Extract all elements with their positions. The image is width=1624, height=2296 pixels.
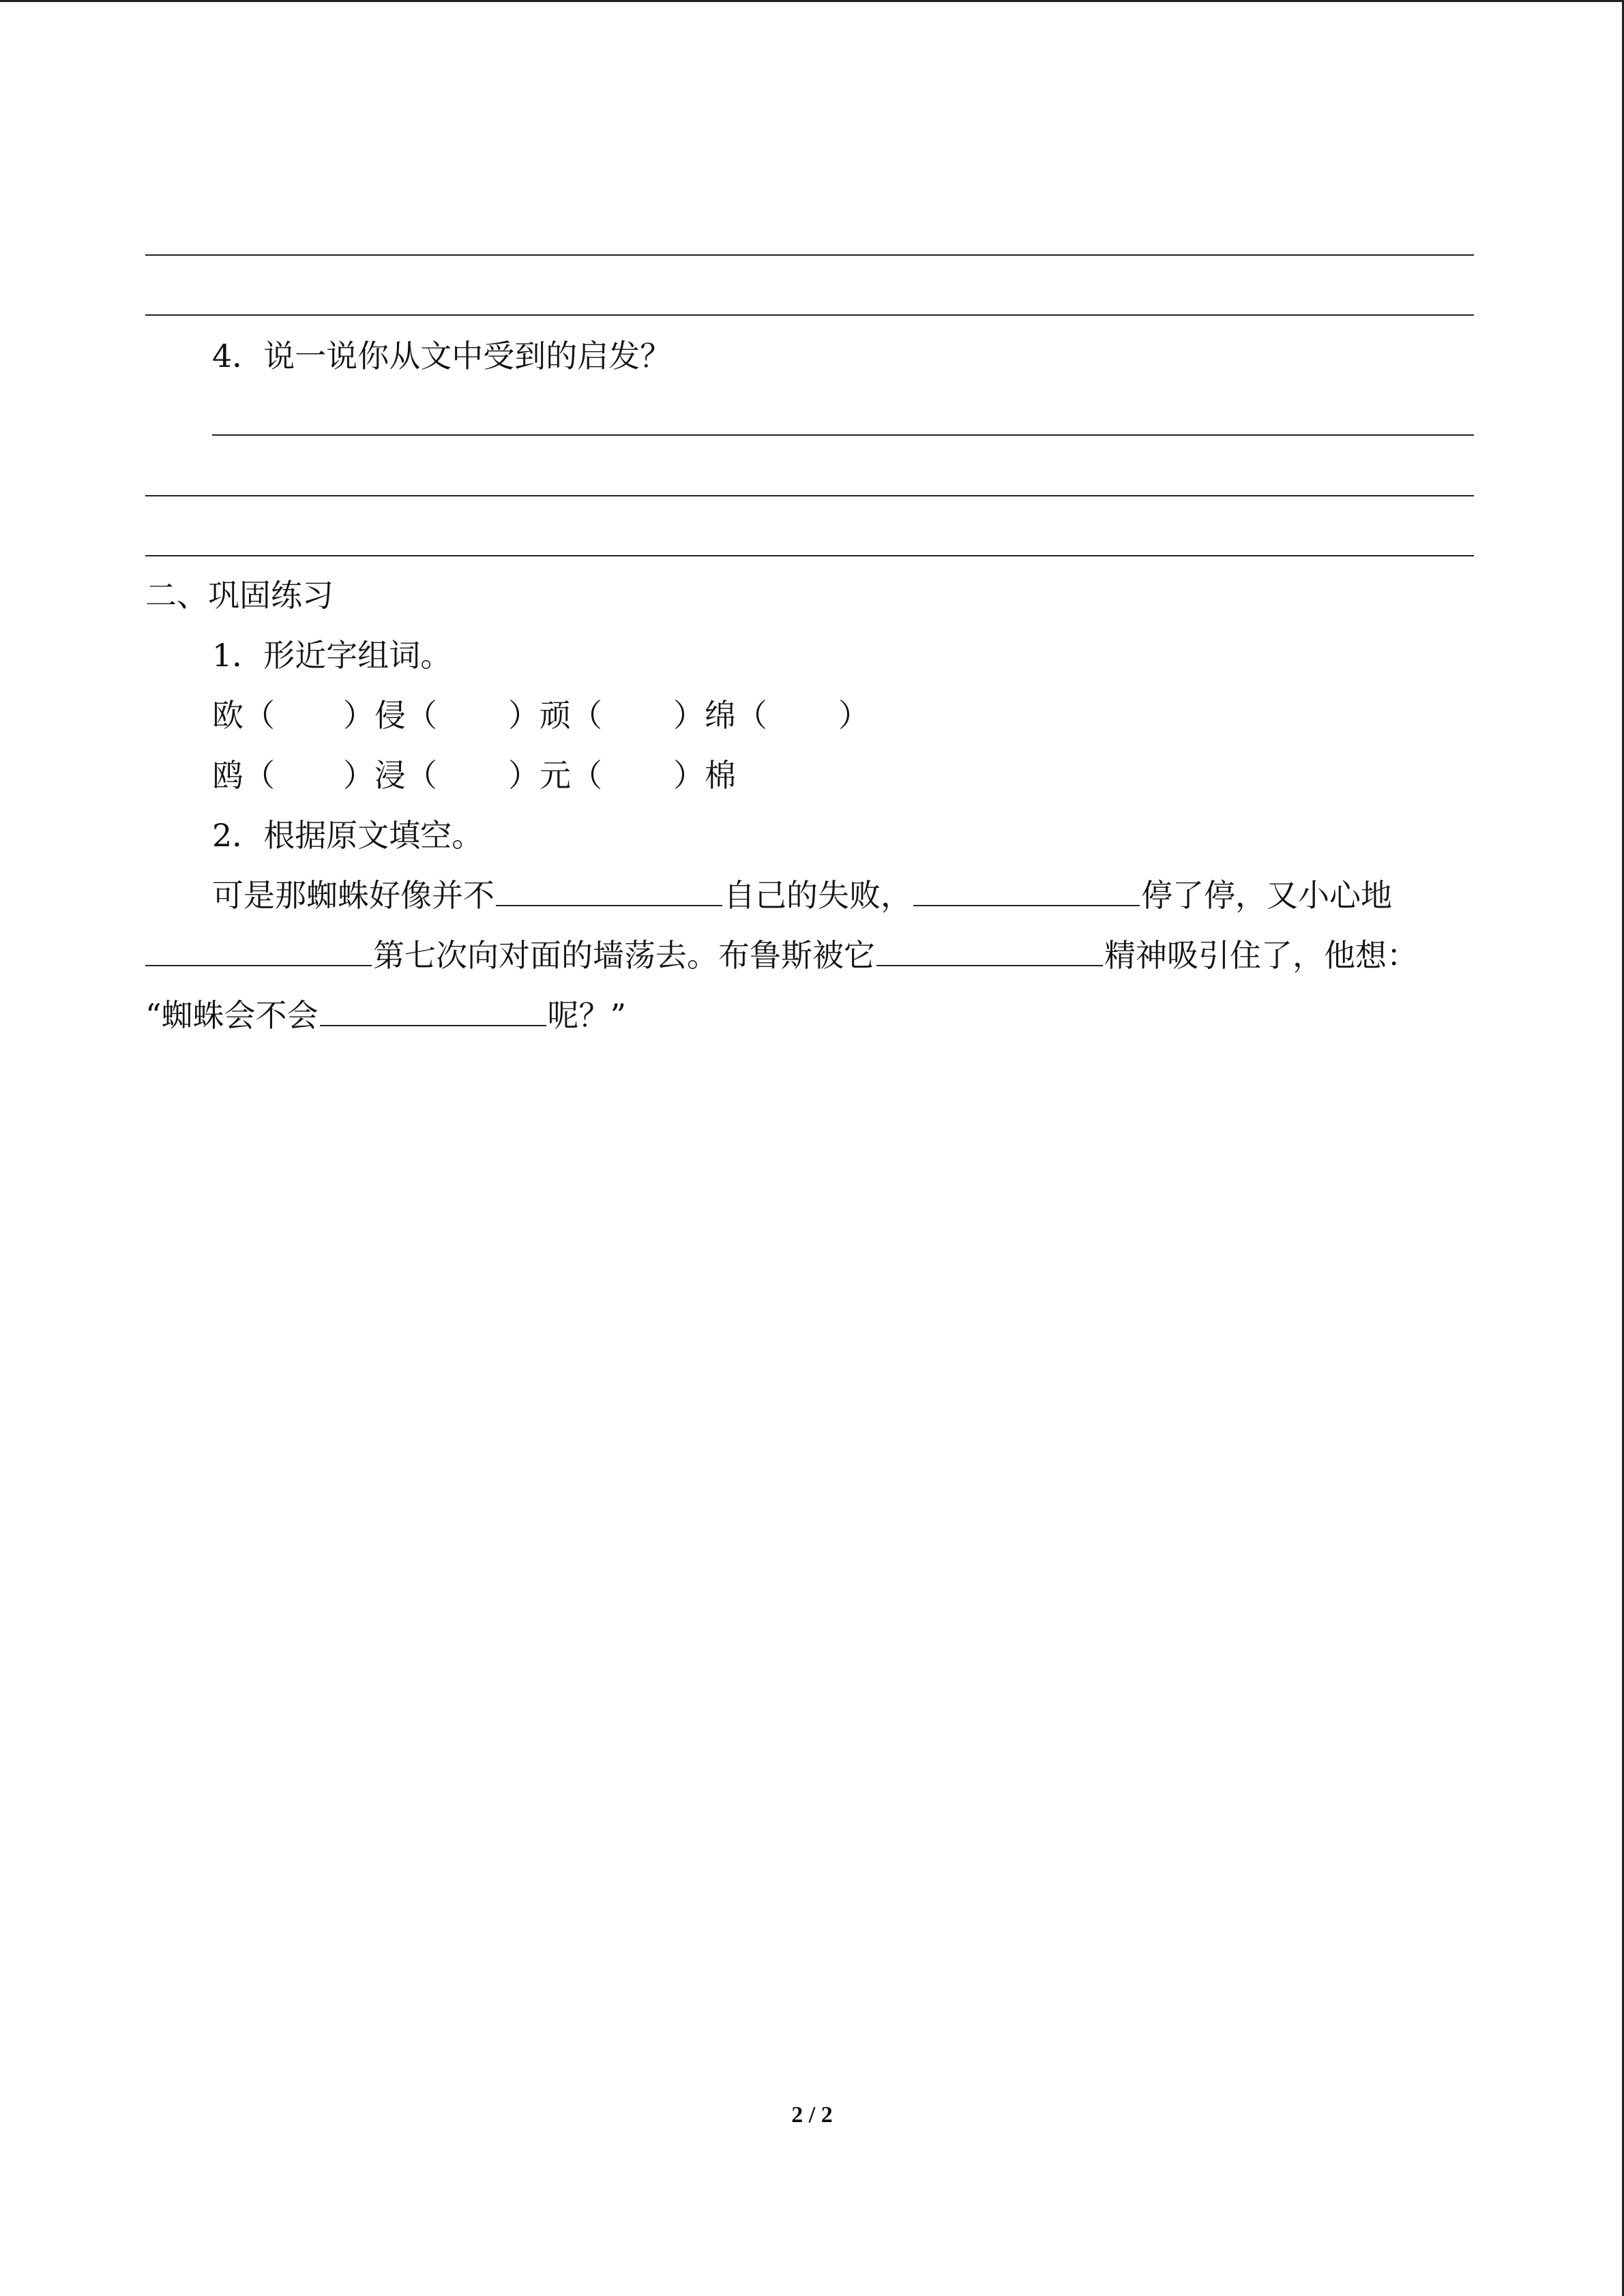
answer-line — [212, 434, 1474, 436]
fill-blank-line-1 — [212, 875, 1392, 916]
word-group-row-1 — [212, 695, 870, 736]
word-cell: ）侵（ — [343, 697, 437, 734]
passage-text: 停了停，又小心地 — [1141, 877, 1392, 914]
passage-text: 精神吸引住了，他想： — [1104, 937, 1418, 974]
word-cell: ）浸（ — [343, 757, 437, 794]
fill-blank[interactable] — [876, 935, 1103, 966]
fill-blank[interactable] — [496, 875, 722, 906]
page-border-top — [0, 0, 1624, 2]
fill-blank-line-3 — [145, 995, 626, 1036]
fill-blank[interactable] — [320, 995, 546, 1026]
fill-blank-line-2 — [145, 935, 1418, 976]
answer-line — [145, 254, 1474, 256]
answer-line — [145, 555, 1474, 556]
passage-text: 第七次向对面的墙荡去。布鲁斯被它 — [373, 937, 875, 974]
section-heading: 二、巩固练习 — [145, 577, 334, 614]
passage-text: “蜘蛛会不会 — [145, 997, 319, 1034]
word-cell: 鸥（ — [212, 757, 275, 794]
passage-text: 自己的失败， — [724, 877, 912, 914]
question-2-title: 2．根据原文填空。 — [212, 817, 484, 854]
page-number: 2 / 2 — [791, 2102, 833, 2128]
fill-blank[interactable] — [913, 875, 1140, 906]
word-cell: 欧（ — [212, 697, 275, 734]
answer-line — [145, 314, 1474, 316]
word-group-row-2 — [212, 755, 736, 796]
word-cell: ） — [838, 697, 870, 734]
word-cell: ）棉 — [673, 757, 736, 794]
word-cell: ）顽（ — [508, 697, 602, 734]
question-1-title: 1．形近字组词。 — [212, 637, 452, 674]
fill-blank[interactable] — [145, 935, 372, 966]
passage-text: 呢？” — [547, 997, 627, 1034]
word-cell: ）元（ — [508, 757, 602, 794]
word-cell: ）绵（ — [673, 697, 767, 734]
passage-text: 可是那蜘蛛好像并不 — [212, 877, 494, 914]
question-4-label: 4．说一说你从文中受到的启发？ — [212, 338, 672, 374]
answer-line — [145, 495, 1474, 496]
